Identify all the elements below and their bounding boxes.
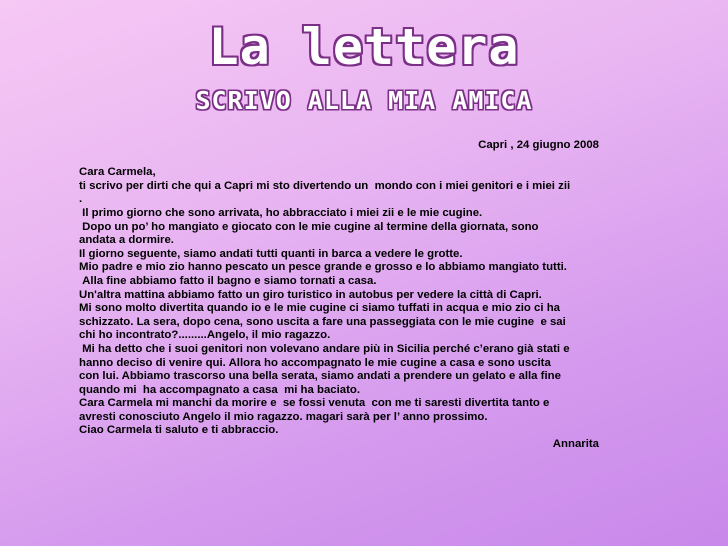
- letter-line: hanno deciso di venire qui. Allora ho accompagnato le mie cugine a casa e sono uscita: [79, 356, 551, 369]
- letter-line: Alla fine abbiamo fatto il bagno e siamo tornati a casa.: [79, 274, 377, 287]
- letter-place-date: Capri , 24 giugno 2008: [478, 139, 599, 151]
- letter-line: quando mi ha accompagnato a casa mi ha baciato.: [79, 383, 361, 396]
- letter-line: con lui. Abbiamo trascorso una bella serata, siamo andati a prendere un gelato e alla fine: [79, 370, 561, 383]
- letter-line: Cara Carmela mi manchi da morire e se fossi venuta con me ti saresti divertita tanto e: [79, 397, 550, 410]
- letter-line: avresti conosciuto Angelo il mio ragazzo. magari sarà per l’ anno prossimo.: [79, 410, 488, 423]
- letter-line: Un'altra mattina abbiamo fatto un giro turistico in autobus per vedere la città di Capri.: [79, 288, 542, 301]
- letter-line: andata a dormire.: [79, 234, 174, 247]
- letter-line: Mi sono molto divertita quando io e le mie cugine ci siamo tuffati in acqua e mio zio ci ha: [79, 302, 561, 315]
- slide-title: La lettera: [208, 18, 520, 76]
- letter-line: Mio padre e mio zio hanno pescato un pesce grande e grosso e lo abbiamo mangiato tutti.: [79, 261, 567, 274]
- letter-line: schizzato. La sera, dopo cena, sono uscita a fare una passeggiata con le mie cugine e sai: [79, 315, 566, 328]
- letter-line: Cara Carmela,: [79, 166, 156, 179]
- spacer: [79, 153, 599, 167]
- letter-line: Ciao Carmela ti saluto e ti abbraccio.: [79, 424, 279, 437]
- letter-line: .: [79, 193, 83, 206]
- letter-line: chi ho incontrato?.........Angelo, il mio ragazzo.: [79, 329, 331, 342]
- letter-line: ti scrivo per dirti che qui a Capri mi sto divertendo un mondo con i miei genitori e i miei zii: [79, 179, 571, 192]
- letter-body: [79, 139, 599, 452]
- letter-line: Il giorno seguente, siamo andati tutti quanti in barca a vedere le grotte.: [79, 247, 463, 260]
- letter-signature: Annarita: [552, 438, 599, 451]
- slide-subtitle: SCRIVO ALLA MIA AMICA: [195, 86, 533, 115]
- letter-line: Mi ha detto che i suoi genitori non volevano andare più in Sicilia perché c’erano già stati e: [79, 342, 570, 355]
- letter-line: Il primo giorno che sono arrivata, ho abbracciato i miei zii e le mie cugine.: [79, 206, 483, 219]
- letter-line: Dopo un po’ ho mangiato e giocato con le mie cugine al termine della giornata, sono: [79, 220, 539, 233]
